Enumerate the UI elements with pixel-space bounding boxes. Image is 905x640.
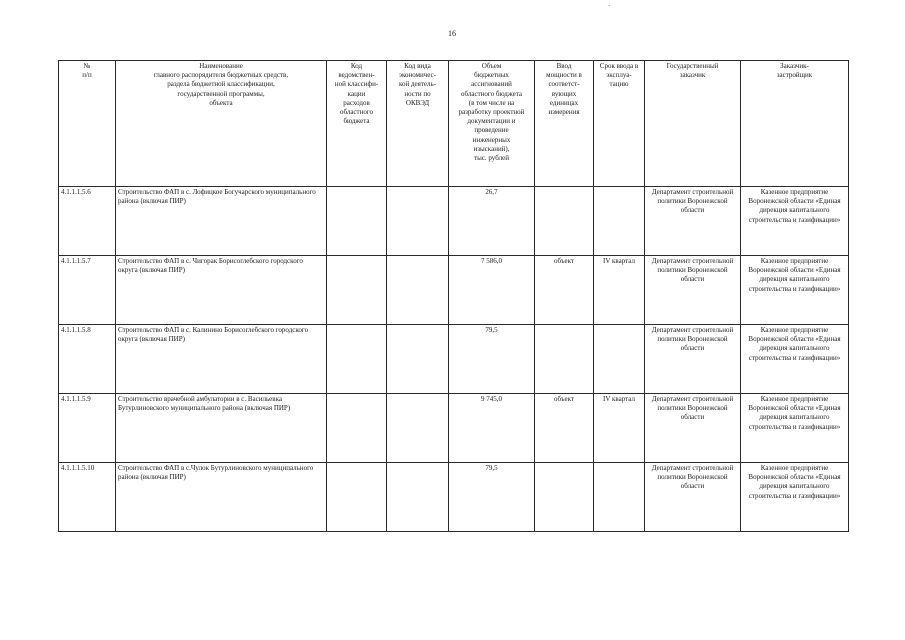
- row-customer: Департамент строительной политики Воронежской области: [645, 463, 741, 532]
- row-object-name: Строительство ФАП в с.Чулок Бутурлиновского муниципального района (включая ПИР): [116, 463, 327, 532]
- row-object-name: Строительство ФАП в с. Чигорак Борисоглебского городского округа (включая ПИР): [116, 256, 327, 325]
- table-row: [59, 187, 849, 256]
- row-code: 4.1.1.1.5.6: [59, 187, 116, 256]
- page-number: 16: [448, 29, 456, 38]
- row-capacity: объект: [535, 256, 594, 325]
- row-object-name: Строительство ФАП в с. Лофицкое Богучарского муниципального района (включая ПИР): [116, 187, 327, 256]
- row-developer: Казенное предприятие Воронежской области «Единая дирекция капитального строительства и газификации»: [741, 256, 849, 325]
- scan-mark: ·: [608, 2, 611, 10]
- row-customer: Департамент строительной политики Воронежской области: [645, 256, 741, 325]
- row-dept-code: [327, 256, 387, 325]
- row-developer: Казенное предприятие Воронежской области «Единая дирекция капитального строительства и газификации»: [741, 187, 849, 256]
- row-object-name: Строительство врачебной амбулатории в с. Васильевка Бутурлиновского муниципального района (включая ПИР): [116, 394, 327, 463]
- col-header-okved: Код вида экономичес- кой деятель- ности по ОКВЭД: [387, 61, 449, 187]
- row-term: IV квартал: [594, 256, 645, 325]
- row-okved: [387, 394, 449, 463]
- row-okved: [387, 187, 449, 256]
- header-row: [59, 61, 849, 187]
- row-customer: Департамент строительной политики Воронежской области: [645, 187, 741, 256]
- row-volume: 26,7: [449, 187, 535, 256]
- col-header-dept-code: Код ведомствен- ной классифи- кации расходов областного бюджета: [327, 61, 387, 187]
- col-header-capacity: Ввод мощности в соответст- вующих единицах измерения: [535, 61, 594, 187]
- row-capacity: [535, 325, 594, 394]
- row-volume: 9 745,0: [449, 394, 535, 463]
- row-object-name: Строительство ФАП в с. Калинино Борисоглебского городского округа (включая ПИР): [116, 325, 327, 394]
- row-term: [594, 187, 645, 256]
- row-customer: Департамент строительной политики Воронежской области: [645, 325, 741, 394]
- table-body: [59, 187, 849, 532]
- row-capacity: [535, 187, 594, 256]
- table-row: [59, 256, 849, 325]
- row-term: [594, 325, 645, 394]
- col-header-number: № п/п: [59, 61, 116, 187]
- row-okved: [387, 325, 449, 394]
- col-header-customer: Государственный заказчик: [645, 61, 741, 187]
- row-developer: Казенное предприятие Воронежской области «Единая дирекция капитального строительства и газификации»: [741, 394, 849, 463]
- col-header-name: Наименование главного распорядителя бюджетных средств, раздела бюджетной классификации, государственной программы, объекта: [116, 61, 327, 187]
- row-dept-code: [327, 187, 387, 256]
- row-volume: 7 586,0: [449, 256, 535, 325]
- col-header-volume: Объем бюджетных ассигнований областного бюджета (в том числе на разработку проектной документации и проведение инженерных изысканий), тыс. рублей: [449, 61, 535, 187]
- table-row: [59, 394, 849, 463]
- row-volume: 79,5: [449, 325, 535, 394]
- table-row: [59, 463, 849, 532]
- row-okved: [387, 256, 449, 325]
- row-code: 4.1.1.1.5.10: [59, 463, 116, 532]
- col-header-developer: Заказчик- застройщик: [741, 61, 849, 187]
- row-dept-code: [327, 394, 387, 463]
- row-customer: Департамент строительной политики Воронежской области: [645, 394, 741, 463]
- row-capacity: объект: [535, 394, 594, 463]
- row-code: 4.1.1.1.5.8: [59, 325, 116, 394]
- row-developer: Казенное предприятие Воронежской области «Единая дирекция капитального строительства и газификации»: [741, 463, 849, 532]
- row-developer: Казенное предприятие Воронежской области «Единая дирекция капитального строительства и газификации»: [741, 325, 849, 394]
- row-volume: 79,5: [449, 463, 535, 532]
- row-term: [594, 463, 645, 532]
- row-term: IV квартал: [594, 394, 645, 463]
- row-dept-code: [327, 325, 387, 394]
- row-dept-code: [327, 463, 387, 532]
- table-row: [59, 325, 849, 394]
- row-okved: [387, 463, 449, 532]
- row-capacity: [535, 463, 594, 532]
- col-header-term: Срок ввода в эксплуа- тацию: [594, 61, 645, 187]
- row-code: 4.1.1.1.5.7: [59, 256, 116, 325]
- budget-table: [58, 60, 849, 532]
- row-code: 4.1.1.1.5.9: [59, 394, 116, 463]
